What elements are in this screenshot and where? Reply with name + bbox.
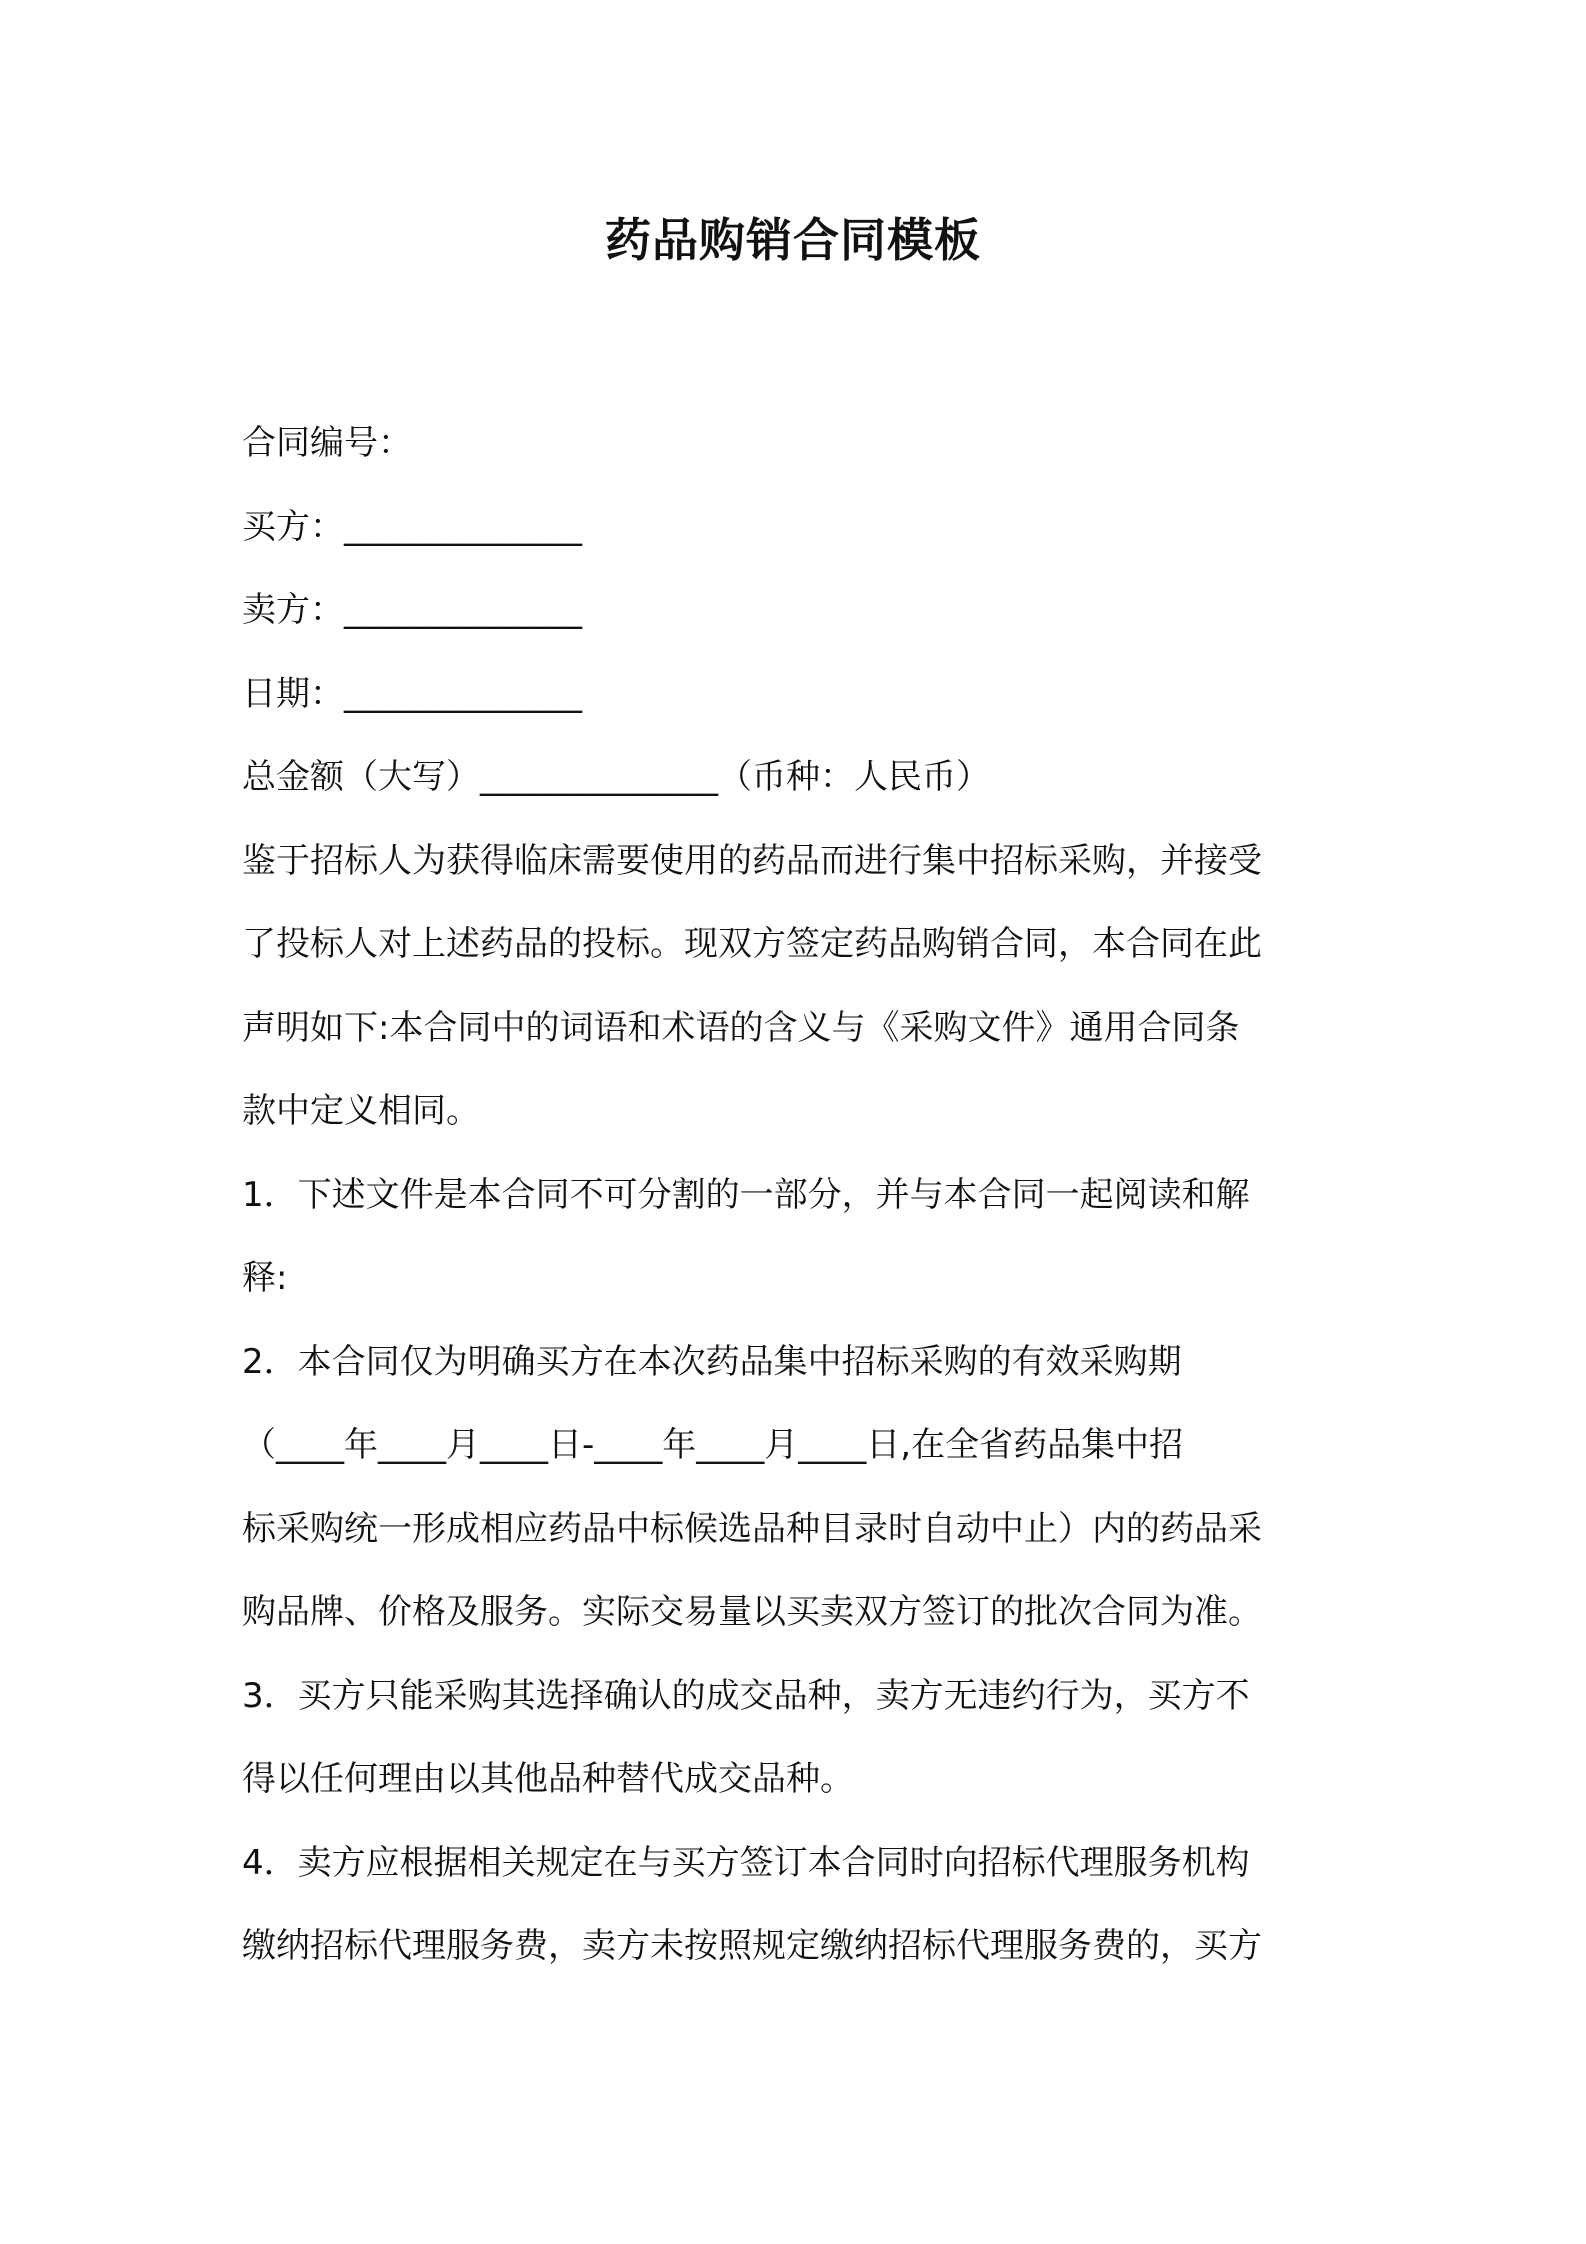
clause-1-line: 1．下述文件是本合同不可分割的一部分，并与本合同一起阅读和解 bbox=[242, 1174, 1250, 1215]
paragraph-line: 鉴于招标人为获得临床需要使用的药品而进行集中招标采购，并接受 bbox=[242, 840, 1262, 881]
clause-2-line: 2．本合同仅为明确买方在本次药品集中招标采购的有效采购期 bbox=[242, 1341, 1182, 1382]
total-amount-line: 总金额（大写）______________（币种：人民币） bbox=[242, 757, 990, 797]
contract-number-line: 合同编号： bbox=[242, 423, 412, 463]
clause-4-line: 缴纳招标代理服务费，卖方未按照规定缴纳招标代理服务费的，买方 bbox=[242, 1926, 1262, 1966]
seller-line: 卖方：______________ bbox=[242, 590, 582, 630]
document-title: 药品购销合同模板 bbox=[605, 213, 981, 267]
clause-1-line: 释: bbox=[242, 1258, 288, 1298]
document-body bbox=[242, 402, 1362, 1989]
paragraph-line: 声明如下:本合同中的词语和术语的含义与《采购文件》通用合同条 bbox=[242, 1007, 1240, 1048]
clause-3-line: 3．买方只能采购其选择确认的成交品种，卖方无违约行为，买方不 bbox=[242, 1675, 1250, 1716]
clause-4-line: 4．卖方应根据相关规定在与买方签订本合同时向招标代理服务机构 bbox=[242, 1842, 1250, 1883]
date-line: 日期：______________ bbox=[242, 673, 582, 714]
clause-2-line: 购品牌、价格及服务。实际交易量以买卖双方签订的批次合同为准。 bbox=[242, 1592, 1262, 1632]
clause-2-line: 标采购统一形成相应药品中标候选品种目录时自动中止）内的药品采 bbox=[242, 1508, 1262, 1549]
paragraph-line: 了投标人对上述药品的投标。现双方签定药品购销合同，本合同在此 bbox=[242, 924, 1262, 964]
buyer-line: 买方：______________ bbox=[242, 506, 582, 547]
clause-3-line: 得以任何理由以其他品种替代成交品种。 bbox=[242, 1759, 854, 1799]
clause-2-line: （____年____月____日-____年____月____日,在全省药品集中招 bbox=[242, 1425, 1184, 1465]
paragraph-line: 款中定义相同。 bbox=[242, 1091, 480, 1131]
